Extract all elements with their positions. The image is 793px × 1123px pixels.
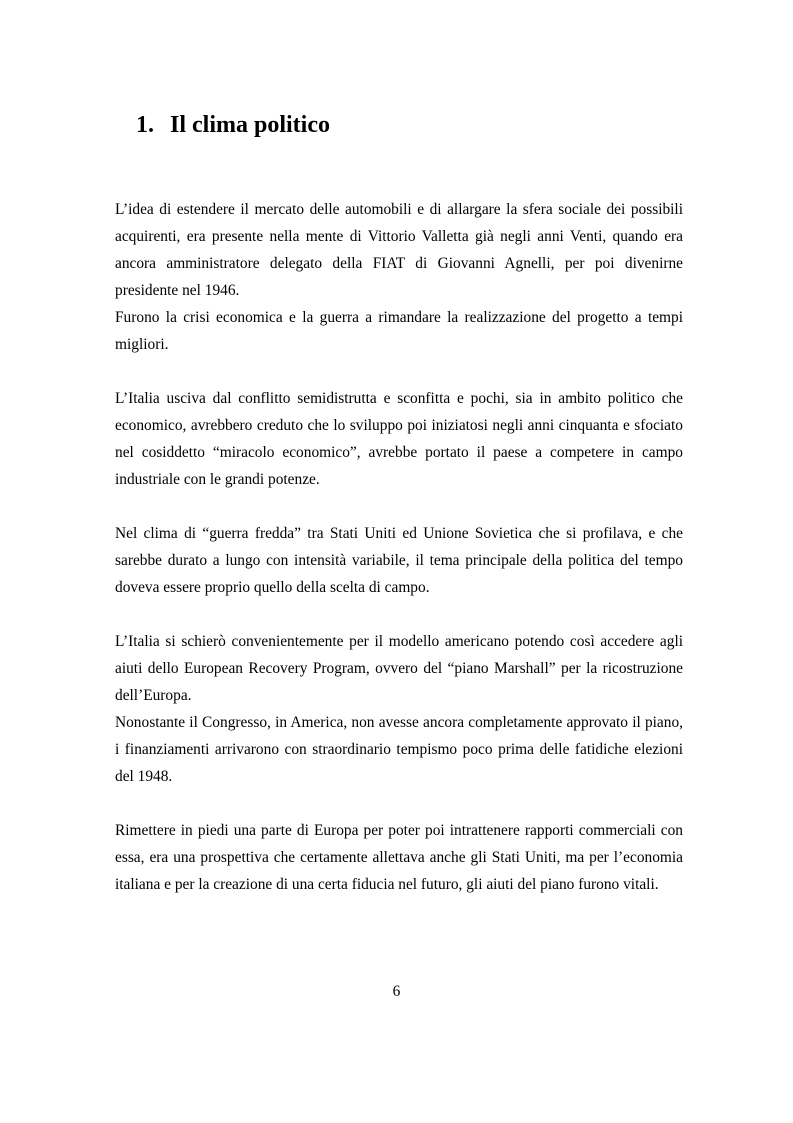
page-number: 6 [392, 983, 401, 1000]
paragraph-cold-war: Nel clima di “guerra fredda” tra Stati Uniti ed Unione Sovietica che si profilava, e che sarebbe durato a lungo con intensità variabile, il tema principale della politica del tempo doveva essere proprio quello della scelta di campo. [115, 525, 683, 596]
paragraph-crisis-war: Furono la crisi economica e la guerra a rimandare la realizzazione del progetto a tempi migliori. [115, 309, 683, 353]
paragraph-congress-funding: Nonostante il Congresso, in America, non avesse ancora completamente approvato il piano, i finanziamenti arrivarono con straordinario tempismo poco prima delle fatidiche elezioni del 1948. [115, 714, 683, 785]
section-title: Il clima politico [170, 112, 330, 138]
paragraph-valletta-idea: L’idea di estendere il mercato delle automobili e di allargare la sfera sociale dei possibili acquirenti, era presente nella mente di Vittorio Valletta già negli anni Venti, quando era ancora amministratore delegato della FIAT di Giovanni Agnelli, per poi divenirne presidente nel 1946. [115, 201, 683, 299]
section-heading [136, 112, 330, 139]
paragraph-marshall-plan: L’Italia si schierò convenientemente per il modello americano potendo così accedere agli aiuti dello European Recovery Program, ovvero del “piano Marshall” per la ricostruzione dell’Europa. [115, 633, 683, 704]
body-text [115, 196, 683, 898]
paragraph-postwar-italy: L’Italia usciva dal conflitto semidistrutta e sconfitta e pochi, sia in ambito politico che economico, avrebbero creduto che lo sviluppo poi iniziatosi negli anni cinquanta e sfociato nel cosiddetto “miracolo economico”, avrebbe portato il paese a competere in campo industriale con le grandi potenze. [115, 390, 683, 488]
section-number: 1. [136, 112, 154, 138]
paragraph-european-recovery: Rimettere in piedi una parte di Europa per poter poi intrattenere rapporti commerciali con essa, era una prospettiva che certamente allettava anche gli Stati Uniti, ma per l’economia italiana e per la creazione di una certa fiducia nel futuro, gli aiuti del piano furono vitali. [115, 822, 683, 893]
